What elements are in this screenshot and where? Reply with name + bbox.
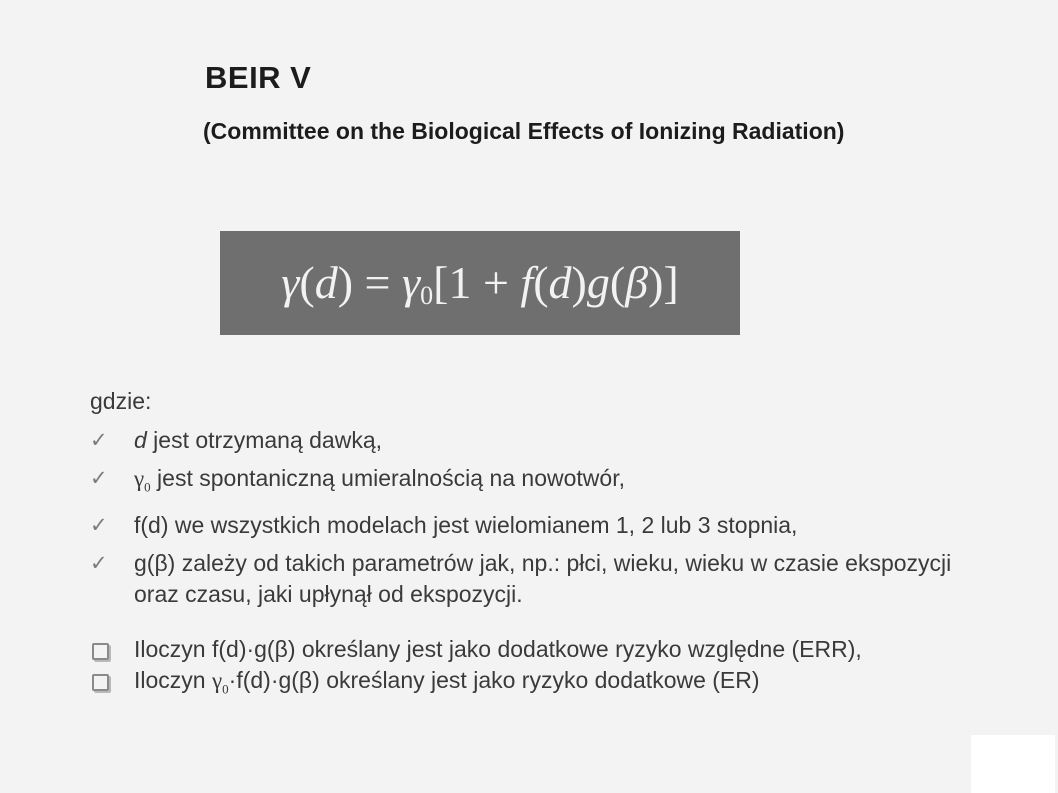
list-item [90,665,1050,705]
checkmark-icon: ✓ [90,513,108,537]
corner-blank-box [971,735,1055,793]
list-item [90,634,1050,665]
formula-g: g [586,256,610,308]
list-item-text: ·f(d)·g(β) określany jest jako ryzyko dodatkowe (ER) [228,667,760,693]
list-item-text: jest spontaniczną umieralnością na nowotwór, [150,465,625,491]
dose-variable: d [134,427,147,453]
formula-g-open: ( [609,256,626,308]
list-item-text: f(d) we wszystkich modelach jest wielomianem 1, 2 lub 3 stopnia, [134,511,798,538]
product-list [90,634,1050,705]
list-item-prefix: Iloczyn [134,667,212,693]
list-item-text: jest otrzymaną dawką, [146,427,383,453]
formula-box [220,231,740,335]
slide-title: BEIR V [205,60,312,95]
square-bullet-icon [92,674,109,691]
formula-bracket-open: [1 + [433,256,521,308]
square-bullet-icon [92,643,109,660]
checkmark-icon: ✓ [90,467,108,490]
definition-list [90,425,990,617]
slide-subtitle: (Committee on the Biological Effects of Ionizing Radiation) [203,118,845,144]
formula-beta: β [625,256,649,308]
formula-lhs-arg: (d) [299,256,354,308]
formula-gamma-d: γ [281,256,300,308]
list-item [90,425,990,456]
checkmark-icon: ✓ [90,551,108,575]
formula-g-close: )] [648,256,679,308]
where-label: gdzie: [90,388,152,414]
list-item [90,463,990,503]
formula-f: f [520,256,534,308]
formula-gamma0: γ [402,256,421,308]
list-item-text: Iloczyn f(d)·g(β) określany jest jako dodatkowe ryzyko względne (ERR), [134,636,862,662]
beir-formula [281,256,678,311]
checkmark-icon: ✓ [90,429,108,452]
list-item [90,548,990,610]
list-item-text: g(β) zależy od takich parametrów jak, np.: płci, wieku, wieku w czasie ekspozycji oraz czasu, jaki upłynął od ekspozycji. [134,549,952,607]
formula-f-arg: (d) [533,256,587,308]
list-item [90,510,990,541]
formula-gamma0-sub: 0 [420,280,434,310]
gamma0-symbol: $\gamma_0$ [211,668,229,697]
gamma0-symbol: $\gamma_0$ [134,466,151,495]
formula-equals: = [353,256,402,308]
